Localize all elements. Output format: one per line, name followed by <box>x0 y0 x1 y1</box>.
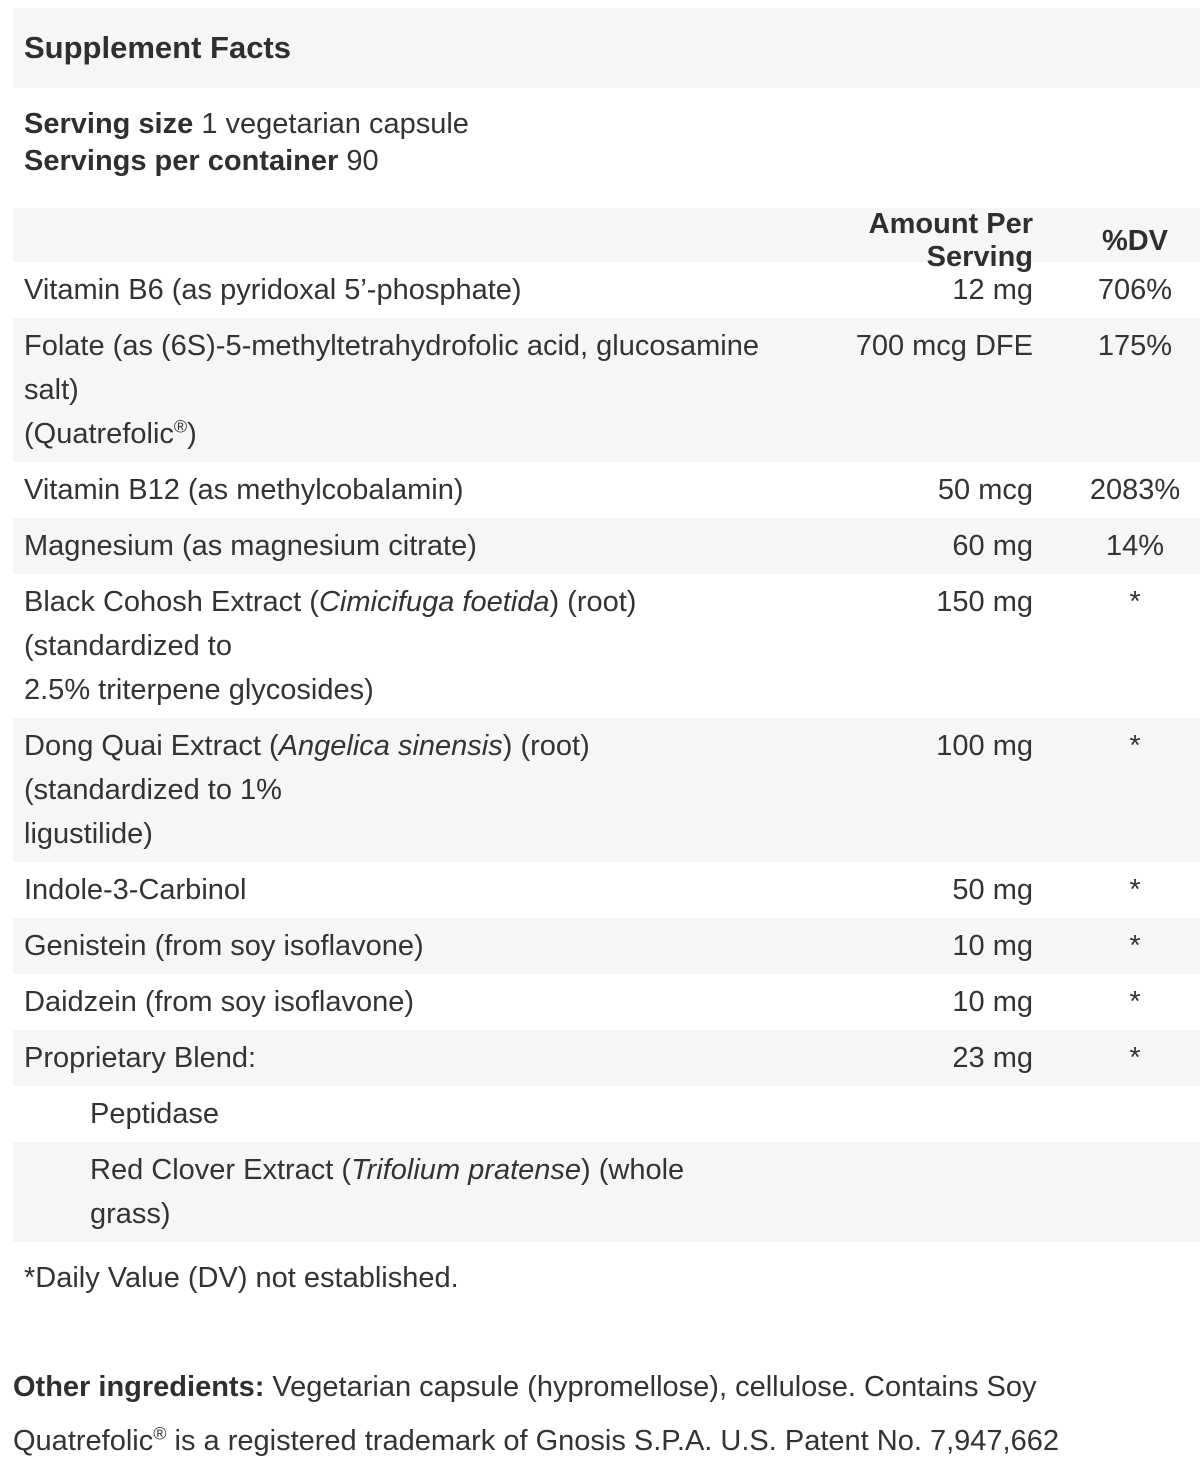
amount-cell: 50 mg <box>952 874 1033 906</box>
table-row <box>13 574 1200 718</box>
dv-cell: * <box>1129 930 1141 962</box>
amount-cell: 23 mg <box>952 1042 1033 1074</box>
ingredient-name-cell: Dong Quai Extract (Angelica sinensis) (root) (standardized to 1% ligustilide) <box>24 730 590 850</box>
table-row <box>13 918 1200 974</box>
supplement-facts-panel <box>0 8 1200 1460</box>
amount-cell: 10 mg <box>952 986 1033 1018</box>
amount-cell: 12 mg <box>952 274 1033 306</box>
serving-size-label: Serving size <box>24 108 194 140</box>
table-header-row <box>13 208 1200 273</box>
ingredient-name-cell: Magnesium (as magnesium citrate) <box>24 530 477 562</box>
dv-cell: * <box>1129 986 1141 1018</box>
amount-cell <box>770 1092 1070 1136</box>
table-row <box>13 262 1200 318</box>
table-row <box>13 462 1200 518</box>
amount-cell: 700 mcg DFE <box>855 330 1033 362</box>
table-row <box>13 1086 1200 1142</box>
serving-size-line <box>24 106 1200 143</box>
dv-cell: 2083% <box>1089 474 1181 506</box>
ingredient-name-cell: Folate (as (6S)-5-methyltetrahydrofolic acid, glucosamine salt) (Quatrefolic®) <box>24 330 759 450</box>
amount-cell: 10 mg <box>952 930 1033 962</box>
facts-table-body <box>13 262 1200 1242</box>
amount-cell: 50 mcg <box>937 474 1033 506</box>
servings-per-container-line <box>24 143 1200 180</box>
dv-cell: 706% <box>1097 274 1173 306</box>
serving-size-value: 1 vegetarian capsule <box>201 108 469 140</box>
servings-per-container-value: 90 <box>346 145 379 177</box>
amount-cell: 150 mg <box>936 586 1033 618</box>
ingredient-name-cell: Red Clover Extract (Trifolium pratense) (whole grass) <box>90 1154 685 1230</box>
table-row <box>13 1142 1200 1242</box>
serving-info <box>24 106 1200 180</box>
dv-footnote: *Daily Value (DV) not established. <box>24 1262 459 1294</box>
dv-cell <box>1070 1148 1200 1236</box>
table-row <box>13 1030 1200 1086</box>
other-ingredients-label: Other ingredients: <box>13 1371 265 1403</box>
ingredient-name-cell: Black Cohosh Extract (Cimicifuga foetida) (root) (standardized to 2.5% triterpene glycosides) <box>24 586 637 706</box>
amount-cell: 60 mg <box>952 530 1033 562</box>
panel-title-band <box>13 8 1200 88</box>
ingredient-name-cell: Vitamin B6 (as pyridoxal 5’-phosphate) <box>24 274 522 306</box>
table-row <box>13 862 1200 918</box>
dv-cell <box>1070 1092 1200 1136</box>
amount-per-serving-header: Amount Per Serving <box>868 208 1033 273</box>
panel-title: Supplement Facts <box>24 30 291 65</box>
ingredient-name-cell: Indole-3-Carbinol <box>24 874 247 906</box>
other-ingredients-text: Vegetarian capsule (hypromellose), cellulose. Contains Soy <box>272 1371 1037 1403</box>
dv-cell: * <box>1129 874 1141 906</box>
dv-cell: * <box>1129 586 1141 618</box>
table-row <box>13 974 1200 1030</box>
ingredient-name-cell: Genistein (from soy isoflavone) <box>24 930 424 962</box>
dv-cell: * <box>1129 730 1141 762</box>
ingredient-name-cell: Peptidase <box>90 1098 219 1130</box>
dv-cell: 175% <box>1097 330 1173 362</box>
ingredient-name-cell: Daidzein (from soy isoflavone) <box>24 986 415 1018</box>
dv-cell: * <box>1129 1042 1141 1074</box>
table-row <box>13 318 1200 462</box>
amount-cell: 100 mg <box>936 730 1033 762</box>
other-ingredients-line <box>13 1369 1200 1406</box>
amount-cell <box>770 1148 1070 1236</box>
trademark-line: Quatrefolic® is a registered trademark of Gnosis S.P.A. U.S. Patent No. 7,947,662 <box>13 1423 1059 1457</box>
table-row <box>13 718 1200 862</box>
servings-per-container-label: Servings per container <box>24 145 339 177</box>
ingredient-name-cell: Vitamin B12 (as methylcobalamin) <box>24 474 464 506</box>
ingredient-name-cell: Proprietary Blend: <box>24 1042 257 1074</box>
table-row <box>13 518 1200 574</box>
dv-header: %DV <box>1101 224 1169 257</box>
dv-cell: 14% <box>1105 530 1165 562</box>
